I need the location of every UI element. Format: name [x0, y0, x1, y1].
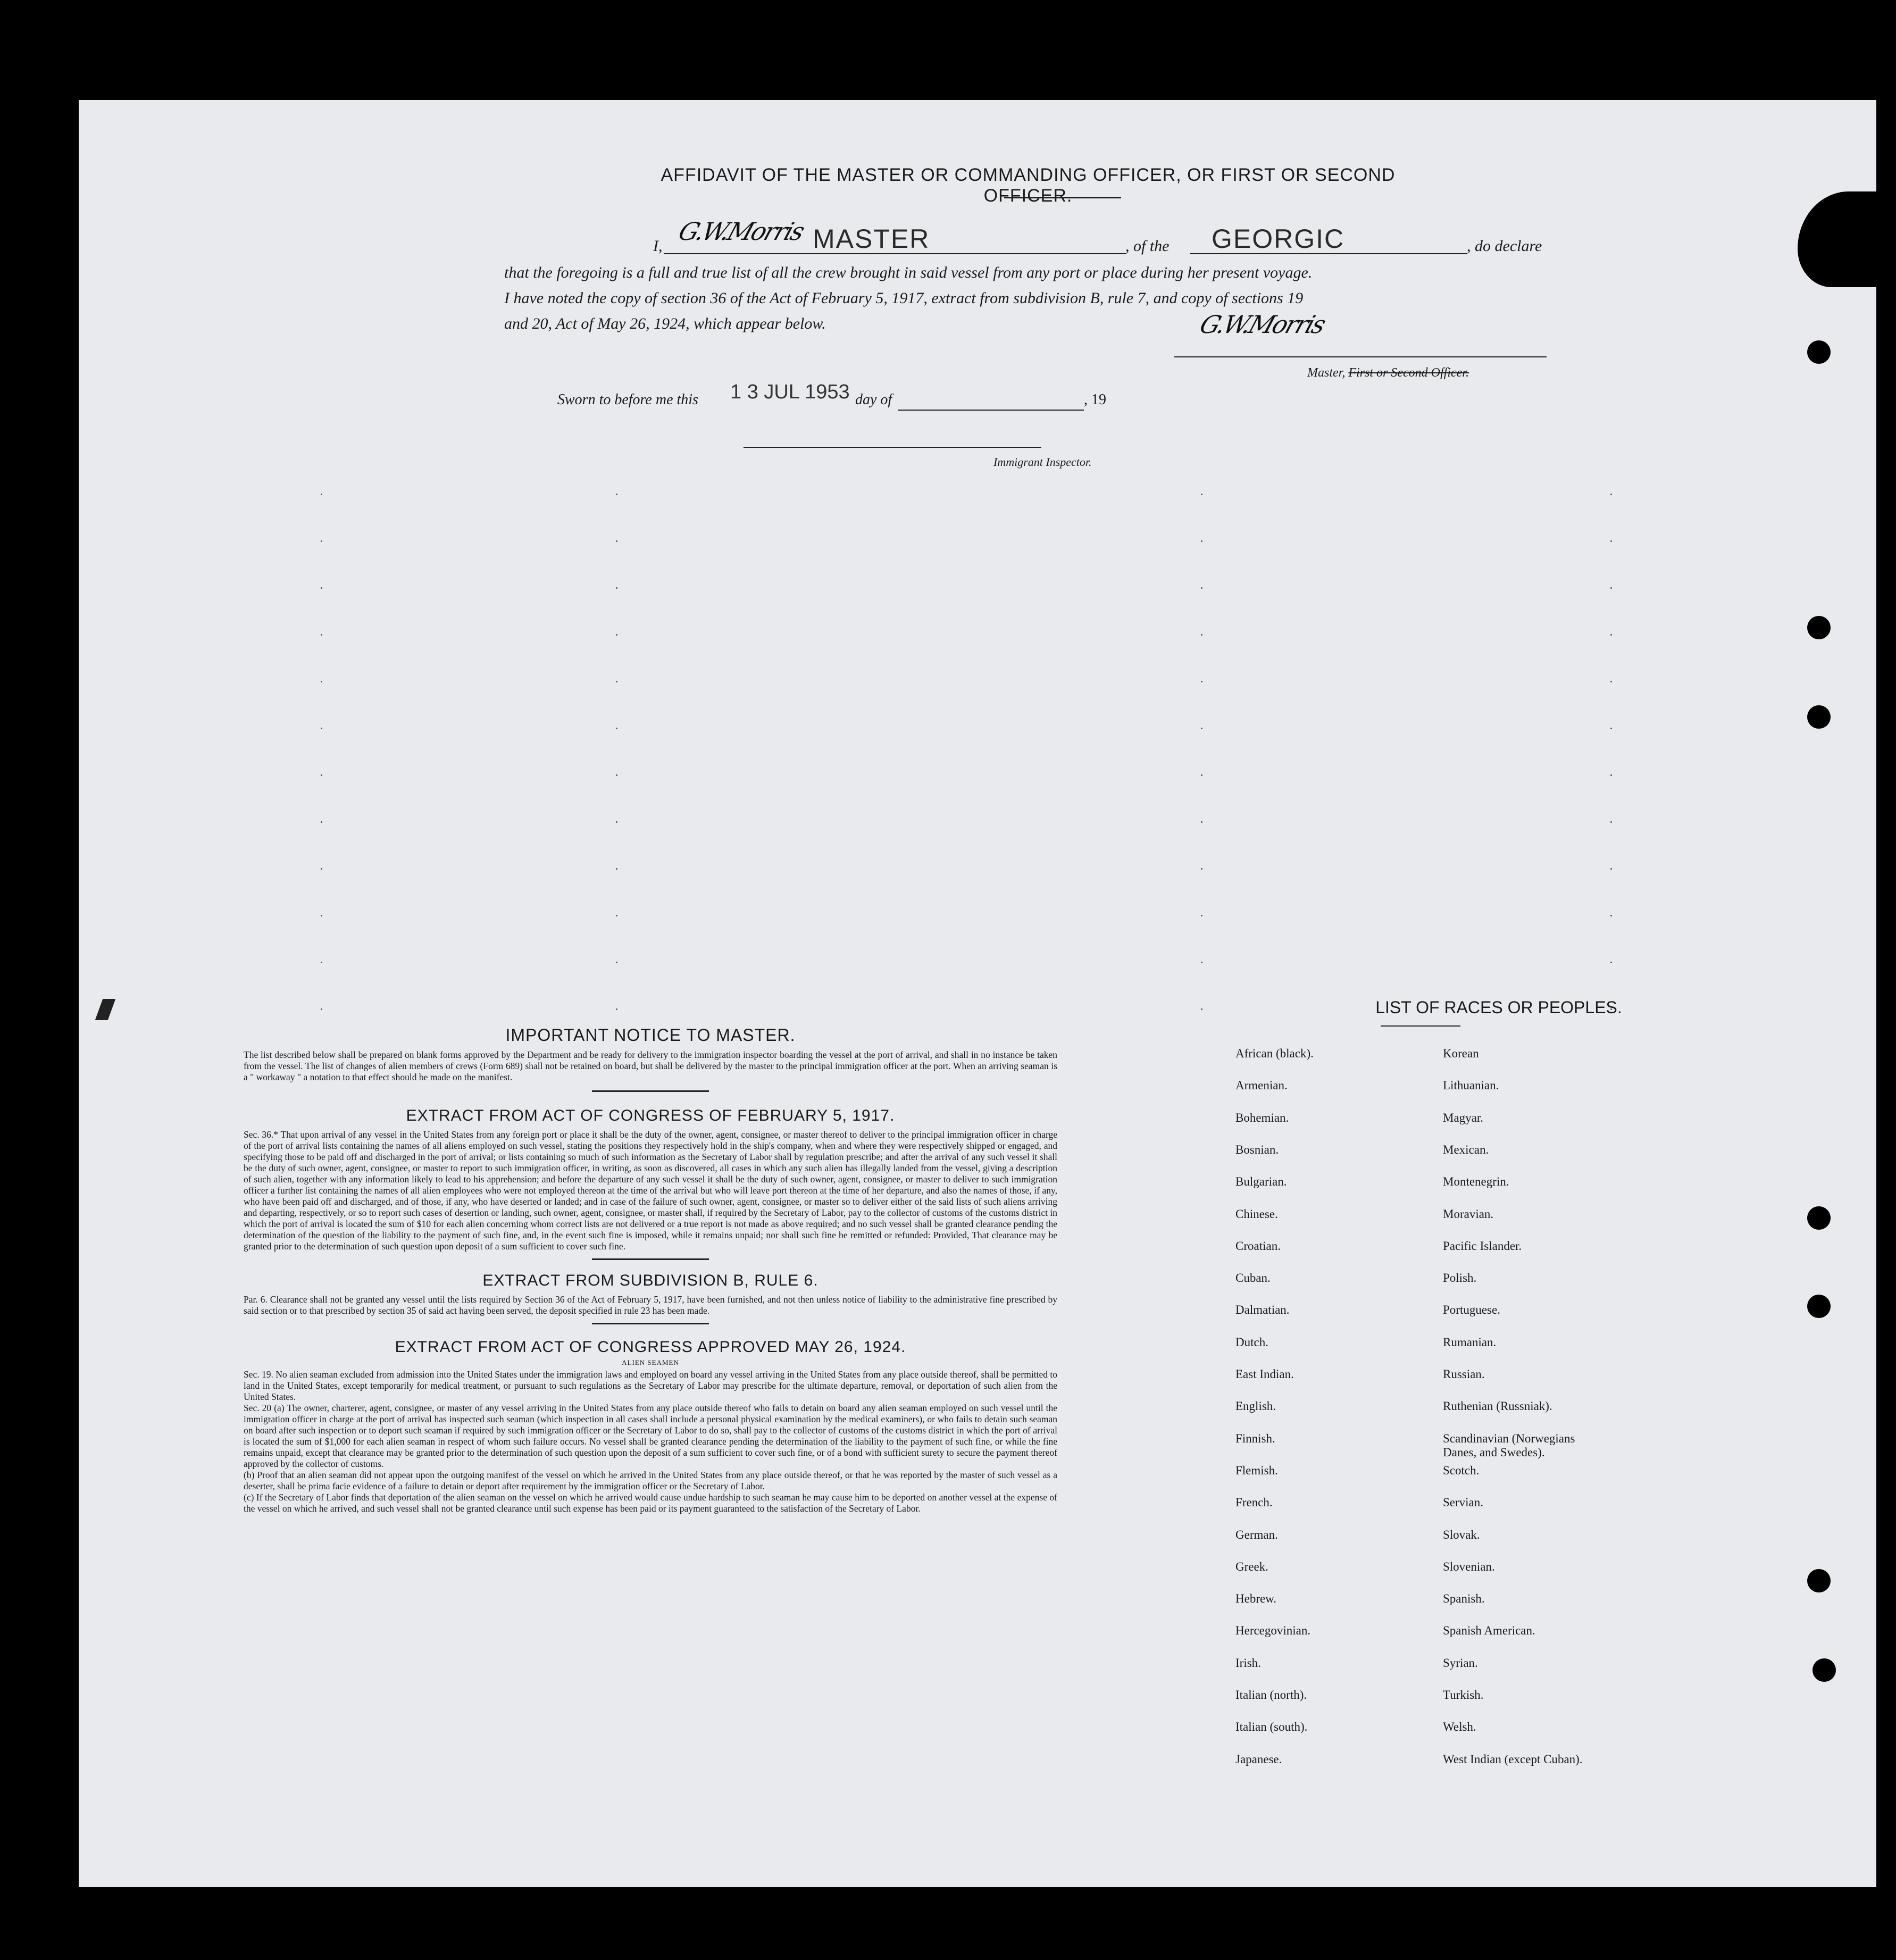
section-19-text: Sec. 19. No alien seaman excluded from admission into the United States under the immigration laws and employed on board any vessel arriving in the United States from any place outside thereof, shall be permitted to land in the United States, except temporarily for medical treatment, or pursuant to such regulations as the Secretary of Labor may prescribe for the ultimate departure, removal, or deportation of such alien from the United States. [244, 1369, 1057, 1402]
signatory-title [1307, 366, 1469, 380]
vessel-underline [1190, 253, 1467, 254]
race-item: French. [1235, 1496, 1273, 1509]
section-20b-text: (b) Proof that an alien seaman did not appear upon the outgoing manifest of the vessel on which he arrived in the United States from any place outside thereof, or that he was reported by the master of such vessel as a deserter, shall be prima facie evidence of a failure to detain or deport after requirement by the immigration officer or the Secretary of Labor. [244, 1470, 1057, 1491]
inspector-signature-line [744, 447, 1041, 448]
guide-dot [616, 868, 617, 870]
guide-dot [616, 728, 617, 729]
affidavit-title: AFFIDAVIT OF THE MASTER OR COMMANDING OFFICER, OR FIRST OR SECOND OFFICER. [661, 165, 1396, 206]
master-signature: G.W.Morris [675, 217, 807, 246]
guide-dot [321, 915, 322, 916]
subdivision-heading: EXTRACT FROM SUBDIVISION B, RULE 6. [482, 1272, 818, 1289]
guide-dot [1201, 681, 1202, 682]
race-item: German. [1235, 1528, 1278, 1541]
guide-dot [321, 634, 322, 636]
guide-dot [1610, 915, 1612, 916]
race-item: Hercegovinian. [1235, 1624, 1311, 1638]
guide-dot [321, 868, 322, 870]
race-item: Croatian. [1235, 1239, 1281, 1253]
declaration-line-4: and 20, Act of May 26, 1924, which appear below. [504, 315, 826, 332]
race-item: Syrian. [1443, 1656, 1478, 1670]
notice-rule [592, 1090, 709, 1092]
guide-dot [1610, 774, 1612, 776]
race-item: Dutch. [1235, 1335, 1268, 1349]
guide-dot [321, 728, 322, 729]
guide-dot [616, 774, 617, 776]
document-sheet [79, 100, 1876, 1887]
race-item: Servian. [1443, 1496, 1484, 1509]
guide-dot [321, 1008, 322, 1010]
section-20a-text: Sec. 20 (a) The owner, charterer, agent, consignee, or master of any vessel arriving in the United States from any place outside thereof who fails to detain on board any alien seaman employed on such vessel until the immigration officer in charge at the port of arrival has inspected such seaman (which inspection in all cases shall include a personal physical examination by the medical examiners), or who fails to detain such seaman on board after such inspection or to deport such seaman if required by such immigration officer or the Secretary of Labor to do so, shall pay to the collector of customs of the customs district in which the port of arrival is located the sum of $1,000 for each alien seaman in respect of whom such failure occurs. No vessel shall be granted clearance pending the determination of the liability to the payment of such fine, or while the fine remains unpaid, except that clearance may be granted prior to the determination of such question upon the deposit of a sum sufficient to cover such fine, or of a bond with sufficient surety to secure the payment thereof approved by the collector of customs. [244, 1403, 1057, 1469]
guide-dot [1201, 728, 1202, 729]
punch-hole [1813, 1658, 1836, 1682]
guide-dot [1610, 494, 1612, 495]
guide-dot [321, 821, 322, 823]
guide-dot [616, 1008, 617, 1010]
race-item: Korean [1443, 1047, 1479, 1060]
race-item: Bohemian. [1235, 1111, 1289, 1124]
declaration-line-2: that the foregoing is a full and true list of all the crew brought in said vessel from any port or place during her present voyage. [504, 264, 1313, 281]
guide-dot [616, 587, 617, 589]
races-heading: LIST OF RACES OR PEOPLES. [1375, 998, 1622, 1017]
race-item: Polish. [1443, 1271, 1477, 1285]
guide-dot [1610, 587, 1612, 589]
guide-dot [616, 681, 617, 682]
guide-dot [1201, 634, 1202, 636]
punch-hole [1807, 1206, 1831, 1230]
race-right-continuation: Danes, and Swedes). [1443, 1446, 1545, 1459]
guide-dot [616, 821, 617, 823]
race-item: Dalmatian. [1235, 1303, 1290, 1317]
race-item: Rumanian. [1443, 1335, 1497, 1349]
signature-line [1174, 356, 1547, 357]
guide-dot [1610, 681, 1612, 682]
guide-dot [1610, 540, 1612, 542]
race-item: Montenegrin. [1443, 1175, 1509, 1189]
extract-1917-text: Sec. 36.* That upon arrival of any vessel in the United States from any foreign port or place it shall be the duty of the owner, agent, consignee, or master thereof to deliver to the principal immigration officer in charge of the port of arrival lists containing the names of all aliens employed on such vessel, stating the positions they respectively hold in the ship's company, when and where they were respectively shipped or engaged, and specifying those to be paid off and discharged in the port of arrival; or lists containing so much of such information as the Secretary of Labor shall by regulation prescribe; and after the arrival of any such vessel it shall be the duty of such owner, agent, consignee, or master to report to such immigration officer, in writing, as soon as discovered, all cases in which any such alien has illegally landed from the vessel, giving a description of such alien, together with any information likely to lead to his apprehension; and before the departure of any such vessel it shall be the duty of such owner, agent, consignee, or master to deliver to such immigration officer a further list containing the names of all alien employees who were not employed thereon at the time of the arrival but who will leave port thereon at the time of her departure, and also the names of those, if any, who have been paid off and discharged, and of those, if any, who have deserted or landed; and in case of the failure of such owner, agent, consignee, or master so to deliver either of the said lists of such aliens arriving and departing, respectively, or so to report such cases of desertion or landing, such owner, agent, consignee, or master shall, if required by the Secretary of Labor, pay to the collector of customs of the customs district in which the port of arrival is located the sum of $10 for each alien concerning whom correct lists are not delivered or a true report is not made as above required; and no such vessel shall be granted clearance pending the determination of the question of the liability to the payment of such fine, and, in the event such fine is imposed, while it remains unpaid; nor shall such fine be remitted or refunded: Provided, That clearance may be granted prior to the determination of such question upon deposit of a sum sufficient to cover such fine. [244, 1129, 1057, 1252]
race-item: Russian. [1443, 1367, 1485, 1381]
race-item: Slovenian. [1443, 1559, 1495, 1573]
rank-value: MASTER [813, 224, 930, 254]
punch-hole [1807, 1569, 1831, 1592]
declaration-line-3: I have noted the copy of section 36 of the Act of February 5, 1917, extract from subdivision B, rule 7, and copy of sections 19 [504, 289, 1304, 307]
race-item: Greek. [1235, 1559, 1268, 1573]
race-item: Spanish. [1443, 1592, 1485, 1606]
race-item: Irish. [1235, 1656, 1261, 1670]
of-the-label: , of the [1125, 237, 1170, 255]
punch-hole [1807, 1295, 1831, 1318]
inspector-label: Immigrant Inspector. [993, 455, 1092, 469]
race-item: Bosnian. [1235, 1142, 1279, 1156]
guide-dot [321, 587, 322, 589]
race-item: African (black). [1235, 1047, 1314, 1060]
struck-officer-label: First or Second Officer. [1348, 366, 1469, 380]
extract-1924-heading: EXTRACT FROM ACT OF CONGRESS APPROVED MAY 26, 1924. [395, 1338, 906, 1356]
guide-dot [1201, 868, 1202, 870]
guide-dot [321, 962, 322, 963]
race-item: Moravian. [1443, 1207, 1494, 1221]
year-label: , 19 [1084, 391, 1106, 408]
notice-section [244, 1025, 1057, 1514]
punch-hole [1807, 340, 1831, 364]
alien-seamen-subheading: ALIEN SEAMEN [622, 1358, 679, 1366]
guide-dot [616, 494, 617, 495]
sworn-date-stamp: 1 3 JUL 1953 [730, 381, 850, 403]
guide-dot [1201, 494, 1202, 495]
guide-dot [1201, 540, 1202, 542]
guide-dot [616, 962, 617, 963]
section-20c-text: (c) If the Secretary of Labor finds that deportation of the alien seaman on the vessel on which he arrived would cause undue hardship to such seaman he may cause him to be deported on another vessel at the expense of the vessel on which he arrived, and such vessel shall not be granted clearance until such expense has been paid or its payment guaranteed to the satisfaction of the Secretary of Labor. [244, 1492, 1057, 1514]
guide-dot [1201, 774, 1202, 776]
guide-dot [321, 774, 322, 776]
guide-dot [1610, 821, 1612, 823]
race-item: Turkish. [1443, 1688, 1484, 1702]
guide-dot [321, 494, 322, 495]
race-item: East Indian. [1235, 1367, 1294, 1381]
race-item: Cuban. [1235, 1271, 1271, 1285]
race-item: West Indian (except Cuban). [1443, 1752, 1583, 1766]
race-item: Flemish. [1235, 1463, 1278, 1477]
race-item: Mexican. [1443, 1142, 1489, 1156]
master-label: Master, [1307, 366, 1346, 380]
guide-dot [321, 681, 322, 682]
race-item: Welsh. [1443, 1720, 1476, 1734]
guide-dot [616, 915, 617, 916]
guide-dot [1201, 587, 1202, 589]
guide-dot [616, 540, 617, 542]
race-item: Bulgarian. [1235, 1175, 1287, 1189]
race-item: Ruthenian (Russniak). [1443, 1399, 1552, 1413]
punch-hole [1807, 616, 1831, 639]
race-item: Finnish. [1235, 1431, 1275, 1445]
guide-dot [321, 540, 322, 542]
subdivision-rule [592, 1323, 709, 1324]
margin-mark [95, 999, 116, 1020]
notice-text: The list described below shall be prepared on blank forms approved by the Department and be ready for delivery to the immigration inspector boarding the vessel at the port of arrival, and shall in no instance be taken from the vessel. The list of changes of alien members of crews (Form 689) shall not be retained on board, but shall be delivered by the master to the principal immigration officer at the port. When an arriving seaman is a " workaway " a notation to that effect should be made on the manifest. [244, 1049, 1057, 1082]
punch-hole [1807, 705, 1831, 729]
race-item: Italian (south). [1235, 1720, 1308, 1734]
title-rule [1004, 197, 1121, 198]
notice-heading: IMPORTANT NOTICE TO MASTER. [505, 1025, 796, 1045]
sworn-label: Sworn to before me this [557, 391, 698, 408]
day-of-label: day of [855, 391, 892, 408]
do-declare-label: , do declare [1467, 237, 1542, 255]
race-item: Scandinavian (Norwegians [1443, 1431, 1575, 1445]
guide-dot [1201, 962, 1202, 963]
races-rule [1381, 1025, 1460, 1027]
guide-dot [1201, 821, 1202, 823]
guide-dot [1610, 868, 1612, 870]
name-underline [664, 253, 1126, 254]
extract-1917-heading: EXTRACT FROM ACT OF CONGRESS OF FEBRUARY 5, 1917. [406, 1107, 895, 1124]
race-item: Magyar. [1443, 1111, 1484, 1124]
race-item: Portuguese. [1443, 1303, 1500, 1317]
master-signature-2: G.W.Morris [1196, 310, 1329, 339]
guide-dot [1201, 1008, 1202, 1010]
guide-dot [1610, 962, 1612, 963]
month-underline [898, 410, 1084, 411]
race-item: Scotch. [1443, 1463, 1480, 1477]
race-item: Pacific Islander. [1443, 1239, 1522, 1253]
guide-dot [1610, 728, 1612, 729]
race-item: Japanese. [1235, 1752, 1282, 1766]
guide-dot [1610, 634, 1612, 636]
race-item: Hebrew. [1235, 1592, 1277, 1606]
race-item: Lithuanian. [1443, 1079, 1499, 1092]
race-item: Armenian. [1235, 1079, 1288, 1092]
vessel-name: GEORGIC [1212, 224, 1345, 254]
race-item: Chinese. [1235, 1207, 1278, 1221]
extract-1917-rule [592, 1258, 709, 1260]
guide-dot [1201, 915, 1202, 916]
race-item: Spanish American. [1443, 1624, 1535, 1638]
subdivision-text: Par. 6. Clearance shall not be granted any vessel until the lists required by Section 36 of the Act of February 5, 1917, have been furnished, and not then unless notice of liability to the administrative fine prescribed by said section or to that prescribed by section 35 of said act having been served, the deposit specified in rule 23 has been made. [244, 1294, 1057, 1316]
race-item: English. [1235, 1399, 1276, 1413]
race-item: Italian (north). [1235, 1688, 1307, 1702]
i-label: I, [653, 237, 663, 255]
race-item: Slovak. [1443, 1528, 1480, 1541]
guide-dot [616, 634, 617, 636]
